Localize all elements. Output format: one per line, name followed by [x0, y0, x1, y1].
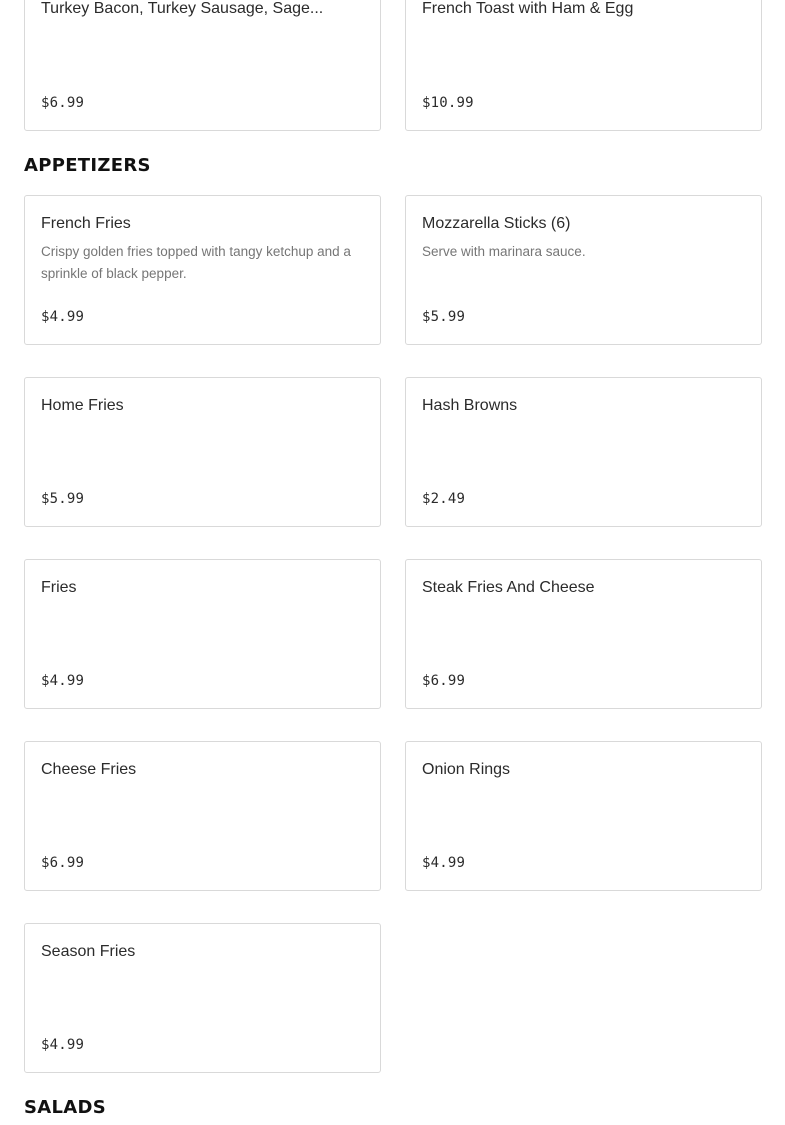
item-price: $6.99 — [41, 855, 85, 871]
menu-item-card[interactable] — [405, 559, 762, 709]
item-name: Home Fries — [41, 397, 124, 414]
item-name: Cheese Fries — [41, 761, 137, 778]
item-price: $6.99 — [422, 673, 466, 689]
menu-item-card[interactable] — [24, 559, 381, 709]
menu-item-card[interactable] — [405, 195, 762, 345]
item-description: Crispy golden fries topped with tangy ketchup and a sprinkle of black pepper. — [41, 244, 351, 281]
item-name: Onion Rings — [422, 761, 511, 778]
item-price: $4.99 — [41, 1037, 85, 1053]
menu-item-card[interactable] — [405, 741, 762, 891]
menu-item-card[interactable] — [405, 377, 762, 527]
menu-item-card[interactable] — [24, 741, 381, 891]
item-price: $5.99 — [41, 491, 85, 507]
item-name: Steak Fries And Cheese — [422, 579, 595, 596]
item-name: Hash Browns — [422, 397, 518, 414]
menu-item-card[interactable] — [24, 0, 381, 131]
item-price: $4.99 — [41, 673, 85, 689]
section-title-appetizers: APPETIZERS — [24, 155, 151, 176]
item-name: Season Fries — [41, 943, 136, 960]
menu-item-card[interactable] — [24, 195, 381, 345]
item-name: French Toast with Ham & Egg — [422, 0, 634, 17]
item-price: $5.99 — [422, 309, 466, 325]
item-name: Fries — [41, 579, 77, 596]
item-name: French Fries — [41, 215, 131, 232]
menu-item-card[interactable] — [24, 923, 381, 1073]
item-price: $4.99 — [422, 855, 466, 871]
item-price: $2.49 — [422, 491, 466, 507]
menu-item-card[interactable] — [405, 0, 762, 131]
item-price: $6.99 — [41, 95, 85, 111]
section-title-salads: SALADS — [24, 1097, 107, 1118]
menu-item-card[interactable] — [24, 377, 381, 527]
item-price: $10.99 — [422, 95, 474, 111]
item-name: Mozzarella Sticks (6) — [422, 215, 571, 232]
item-price: $4.99 — [41, 309, 85, 325]
item-name: Turkey Bacon, Turkey Sausage, Sage... — [41, 0, 324, 17]
item-description: Serve with marinara sauce. — [422, 244, 586, 259]
